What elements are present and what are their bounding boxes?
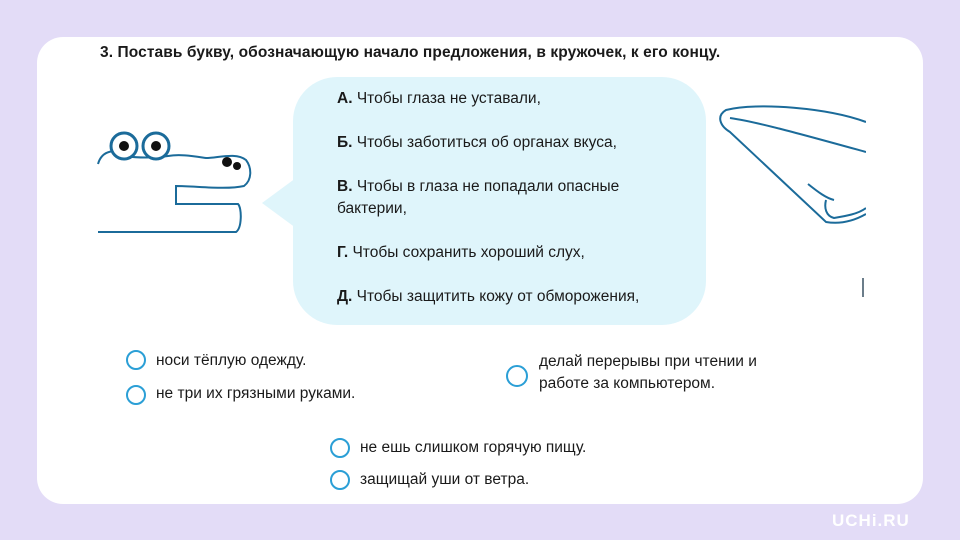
answer-circle-4[interactable] — [330, 438, 350, 458]
option-breaks: делай перерывы при чтении и работе за компьютером. — [506, 351, 796, 395]
sentence-beginning-d: Д. Чтобы защитить кожу от обморожения, — [337, 288, 640, 305]
divider-line — [862, 278, 864, 297]
sentence-beginnings-list — [337, 88, 697, 330]
option-dirty-hands: не три их грязными руками. — [126, 383, 355, 405]
answer-circle-1[interactable] — [126, 350, 146, 370]
option-hot-food: не ешь слишком горячую пищу. — [330, 437, 586, 459]
brand-logo: UCHi.RU — [832, 511, 910, 530]
option-protect-ears: защищай уши от ветра. — [330, 469, 529, 491]
sentence-beginning-a: А. Чтобы глаза не уставали, — [337, 90, 541, 107]
sentence-beginning-v: В. Чтобы в глаза не попадали опасные бактерии, — [337, 178, 620, 217]
bird-illustration-icon — [718, 104, 866, 228]
answer-circle-3[interactable] — [506, 365, 528, 387]
sentence-beginning-g: Г. Чтобы сохранить хороший слух, — [337, 244, 585, 261]
task-title: 3. Поставь букву, обозначающую начало предложения, в кружочек, к его концу. — [100, 44, 721, 61]
answer-circle-2[interactable] — [126, 385, 146, 405]
answer-circle-5[interactable] — [330, 470, 350, 490]
crocodile-illustration-icon — [96, 120, 256, 240]
option-warm-clothes: носи тёплую одежду. — [126, 350, 306, 372]
sentence-beginning-b: Б. Чтобы заботиться об органах вкуса, — [337, 134, 617, 151]
